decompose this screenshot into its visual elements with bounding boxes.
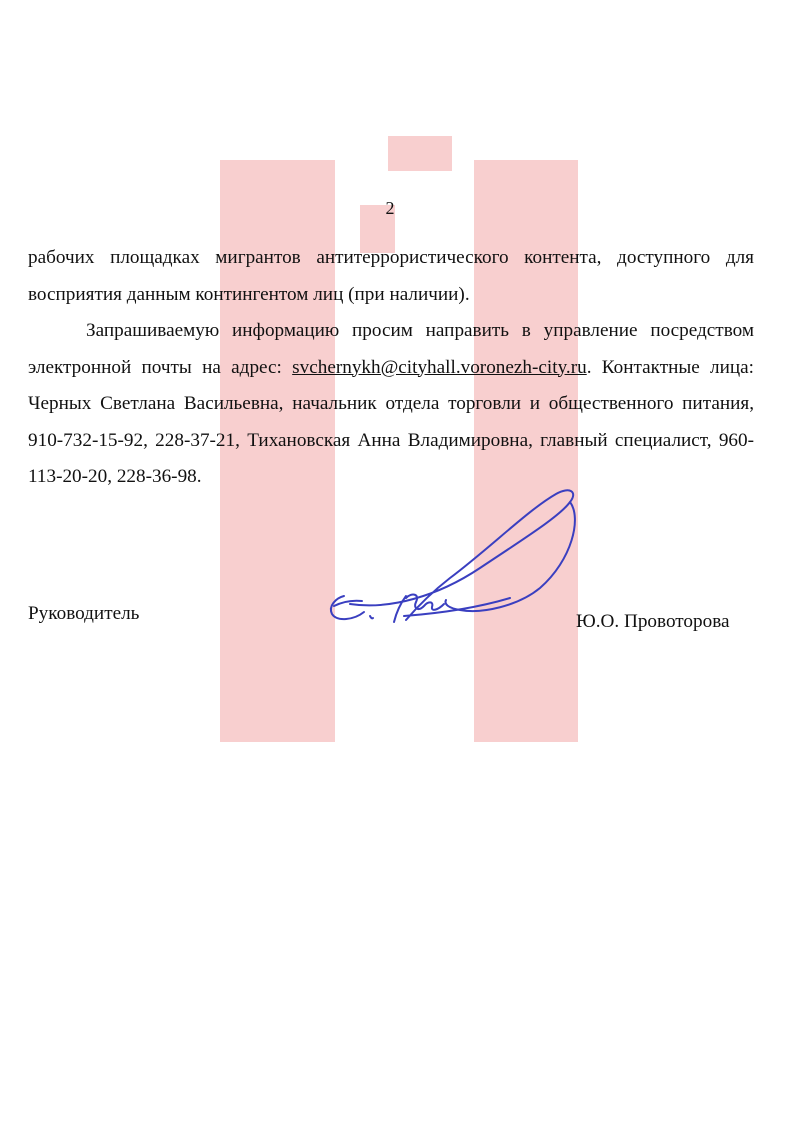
email-link[interactable]: svchernykh@cityhall.voronezh-city.ru	[292, 356, 587, 378]
signatory-name: Ю.О. Провоторова	[576, 611, 730, 632]
paragraph-1: рабочих площадках мигрантов антитеррористического контента, доступного для восприятия данным контингентом лиц (при наличии).	[28, 247, 754, 305]
paragraph-2-contacts: . Контактные лица: Черных Светлана Васильевна, начальник отдела торговли и общественного питания, 910-732-15-92, 228-37-21, Тихановская Анна Владимировна, главный специалист, 960-113-20-20, 228-36-98.	[28, 356, 754, 487]
paragraph-2	[28, 313, 754, 496]
page-number: 2	[385, 198, 395, 218]
signatory-title: Руководитель	[28, 603, 140, 624]
handwritten-signature	[320, 488, 590, 638]
paragraph-2-text: Запрашиваемую информацию просим направить в управление посредством электронной почты на адрес:	[28, 320, 754, 378]
letter-body	[28, 240, 754, 496]
